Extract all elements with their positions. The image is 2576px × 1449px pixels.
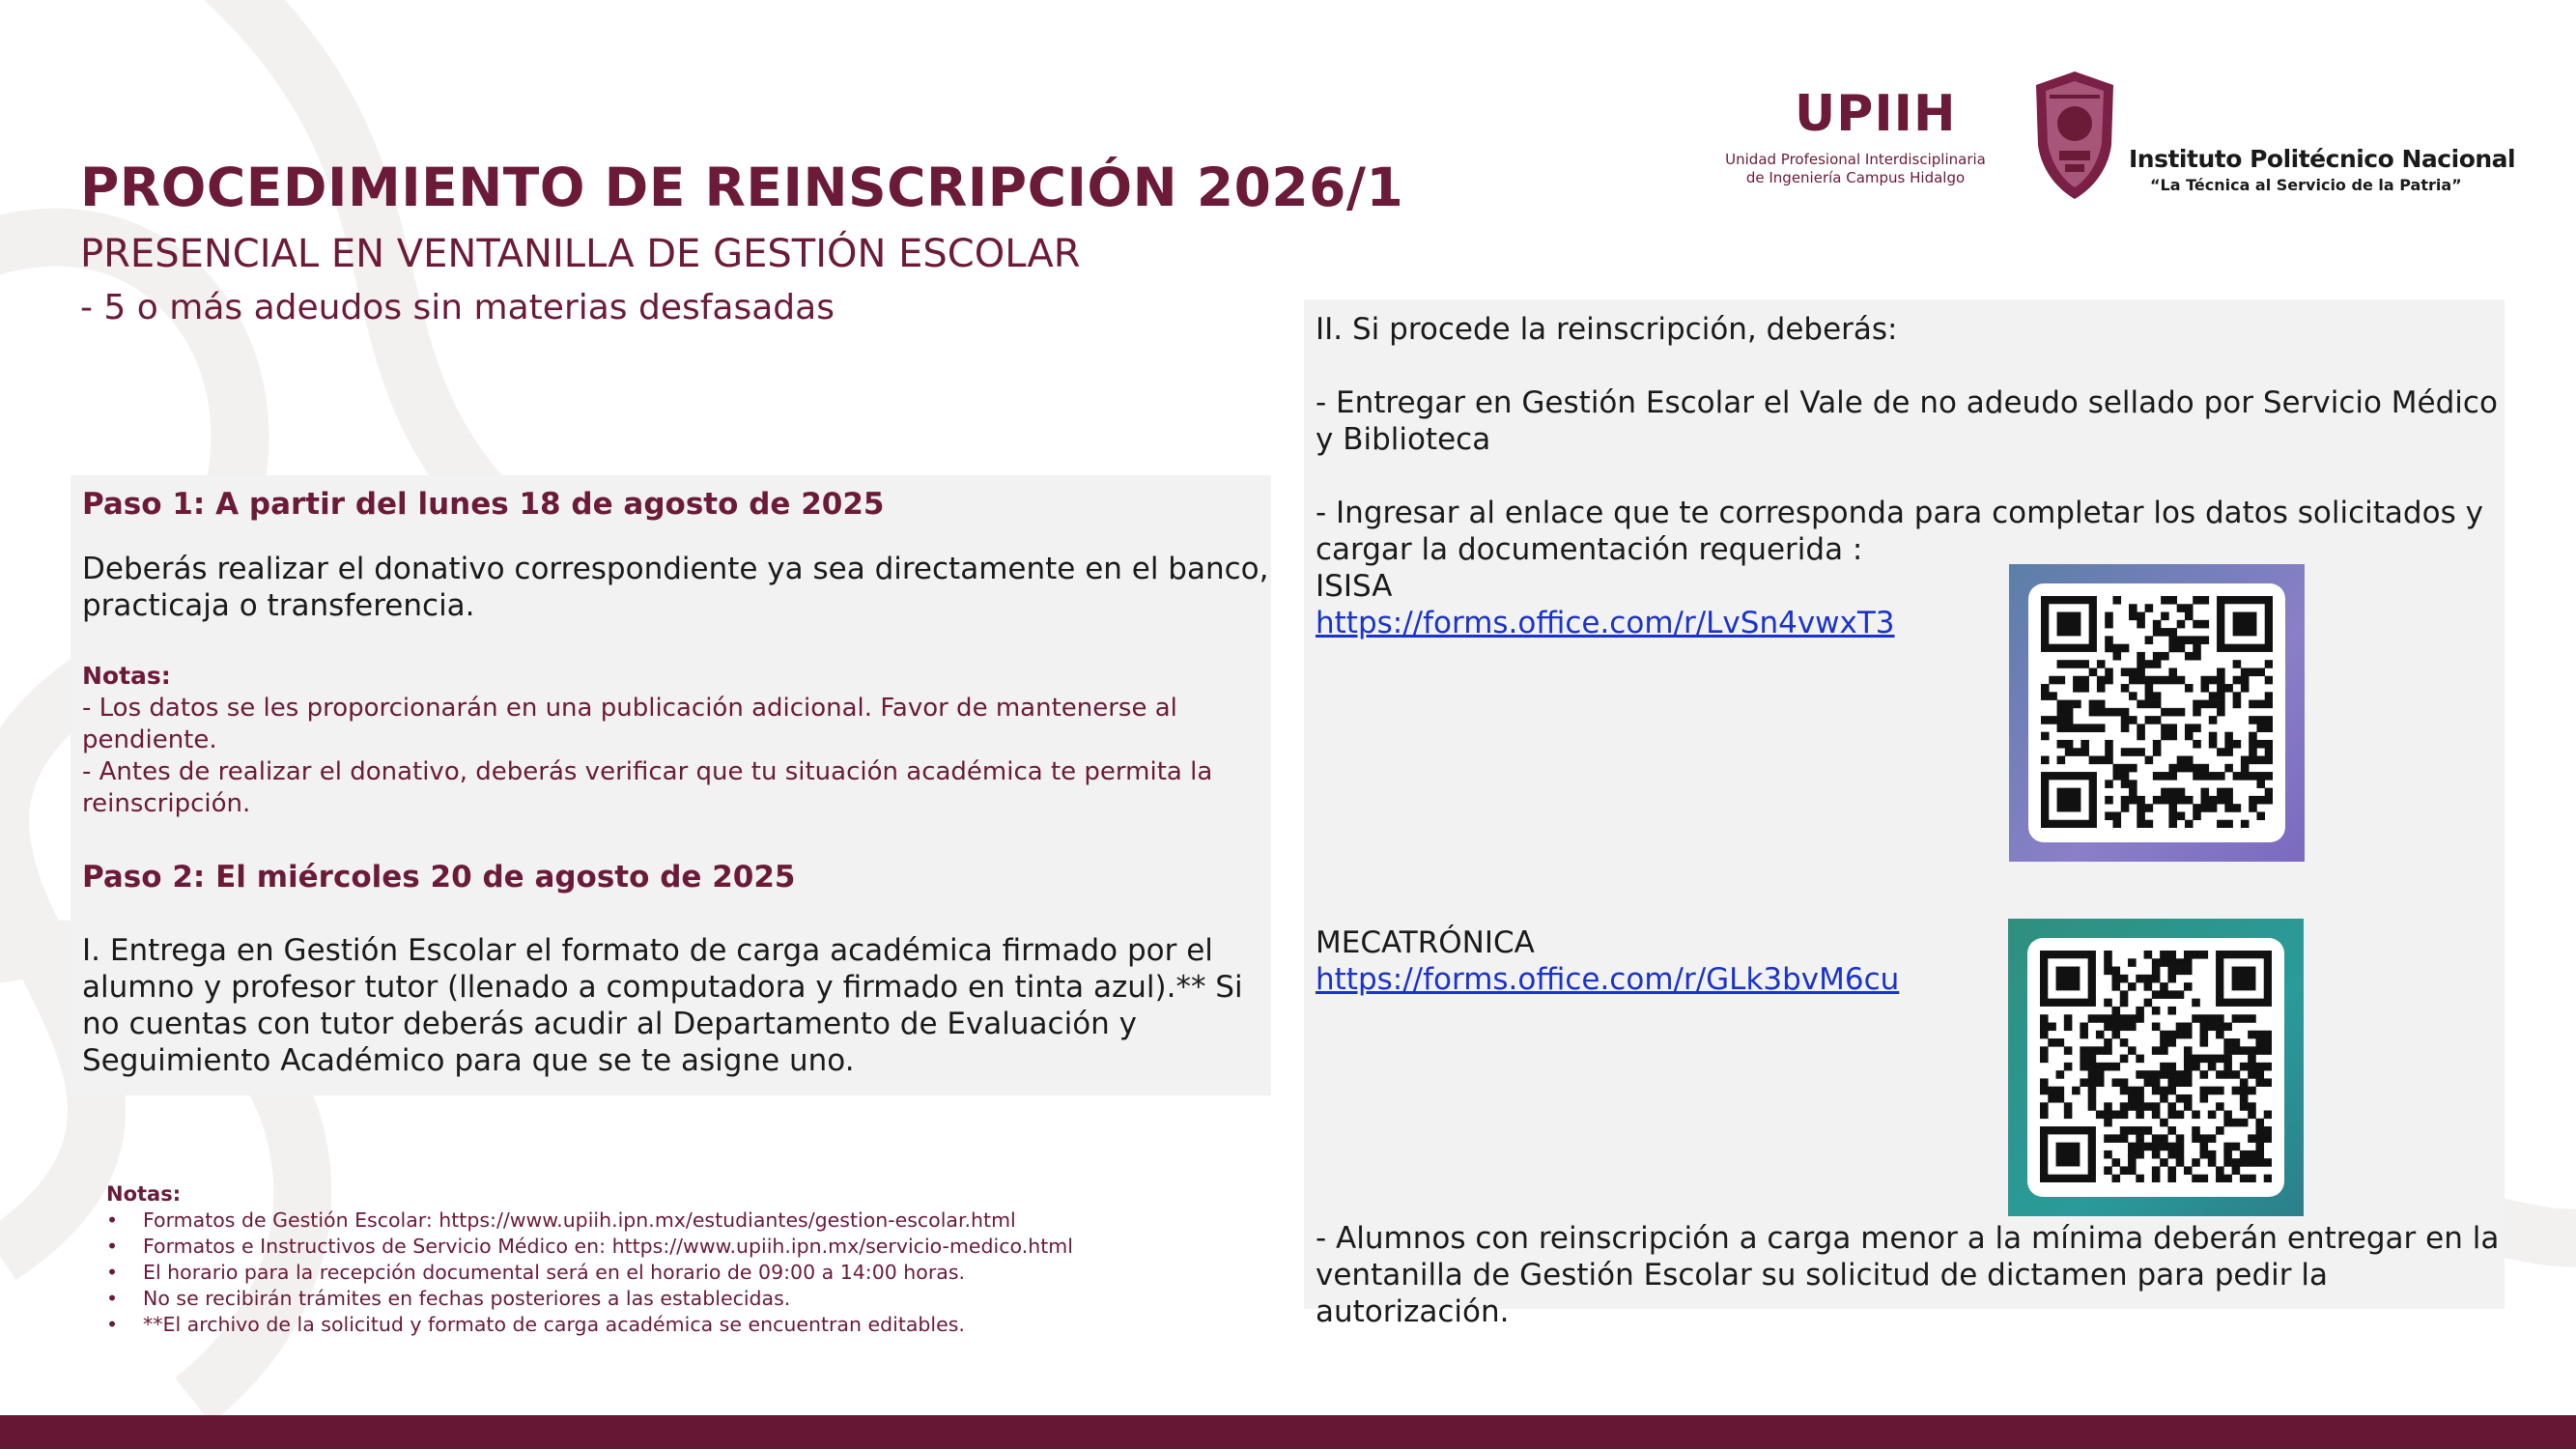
- requirement-vale: - Entregar en Gestión Escolar el Vale de no adeudo sellado por Servicio Médico y Biblioteca: [1316, 385, 2498, 457]
- general-note-item: • El horario para la recepción documental será en el horario de 09:00 a 14:00 horas.: [106, 1260, 1265, 1286]
- requirements-heading: II. Si procede la reinscripción, deberás:: [1316, 312, 1898, 347]
- upiih-logo-text: UPIIH: [1795, 85, 1957, 143]
- steps-panel: [71, 475, 1271, 1095]
- general-note-item: • No se recibirán trámites en fechas posteriores a las establecidas.: [106, 1286, 1265, 1312]
- isisa-form-link[interactable]: https://forms.office.com/r/LvSn4vwxT3: [1316, 606, 1895, 640]
- upiih-logo-subtitle: Unidad Profesional Interdisciplinaria de Ingeniería Campus Hidalgo: [1725, 151, 1986, 186]
- step1-title: Paso 1: A partir del lunes 18 de agosto de 2025: [82, 487, 885, 522]
- step2-body: I. Entrega en Gestión Escolar el formato de carga académica firmado por el alumno y profesor tutor (llenado a computadora y firmado en tinta azul).** Si no cuentas con tutor deberás acudir al Departamento de Evaluación y Seguimiento Académico para que se te asigne uno.: [82, 933, 1243, 1078]
- reduced-load-note: - Alumnos con reinscripción a carga menor a la mínima deberán entregar en la ventanilla de Gestión Escolar su solicitud de dictamen para pedir la autorización.: [1316, 1221, 2500, 1329]
- mecatronica-label: MECATRÓNICA: [1316, 925, 1535, 960]
- page-title: PROCEDIMIENTO DE REINSCRIPCIÓN 2026/1: [80, 156, 1404, 218]
- general-note-item: • **El archivo de la solicitud y formato de carga académica se encuentran editables.: [106, 1312, 1265, 1338]
- ipn-emblem-icon: [2030, 68, 2119, 203]
- requirements-panel: [1304, 299, 2505, 1329]
- page-subtitle: PRESENCIAL EN VENTANILLA DE GESTIÓN ESCOLAR: [80, 232, 1081, 276]
- requirement-forms: - Ingresar al enlace que te corresponda para completar los datos solicitados y cargar la documentación requerida :: [1316, 496, 2483, 567]
- step1-body: Deberás realizar el donativo correspondiente ya sea directamente en el banco, practicaja o transferencia.: [82, 552, 1269, 623]
- isisa-label: ISISA: [1316, 569, 1393, 604]
- general-note-item: • Formatos e Instructivos de Servicio Médico en: https://www.upiih.ipn.mx/servicio-medico.html: [106, 1234, 1265, 1260]
- ipn-motto: “La Técnica al Servicio de la Patria”: [2150, 176, 2462, 194]
- mecatronica-qr-code[interactable]: [2008, 919, 2304, 1216]
- general-notes: [106, 1182, 1265, 1338]
- qr-code-icon: [2040, 951, 2272, 1182]
- step1-note-2: - Antes de realizar el donativo, deberás verificar que tu situación académica te permita la reinscripción.: [82, 757, 1213, 818]
- footer-bar: [0, 1415, 2576, 1449]
- mecatronica-form-link[interactable]: https://forms.office.com/r/GLk3bvM6cu: [1316, 962, 1900, 997]
- page-condition: - 5 o más adeudos sin materias desfasadas: [80, 288, 835, 327]
- isisa-qr-code[interactable]: [2009, 564, 2305, 862]
- general-notes-label: Notas:: [106, 1182, 182, 1206]
- general-note-item: • Formatos de Gestión Escolar: https://www.upiih.ipn.mx/estudiantes/gestion-escolar.html: [106, 1208, 1265, 1234]
- step1-notes-label: Notas:: [82, 662, 171, 690]
- step2-title: Paso 2: El miércoles 20 de agosto de 2025: [82, 860, 796, 895]
- ipn-logo-text: Instituto Politécnico Nacional: [2129, 145, 2516, 173]
- step1-note-1: - Los datos se les proporcionarán en una publicación adicional. Favor de mantenerse al pendiente.: [82, 694, 1177, 754]
- qr-code-icon: [2041, 596, 2273, 828]
